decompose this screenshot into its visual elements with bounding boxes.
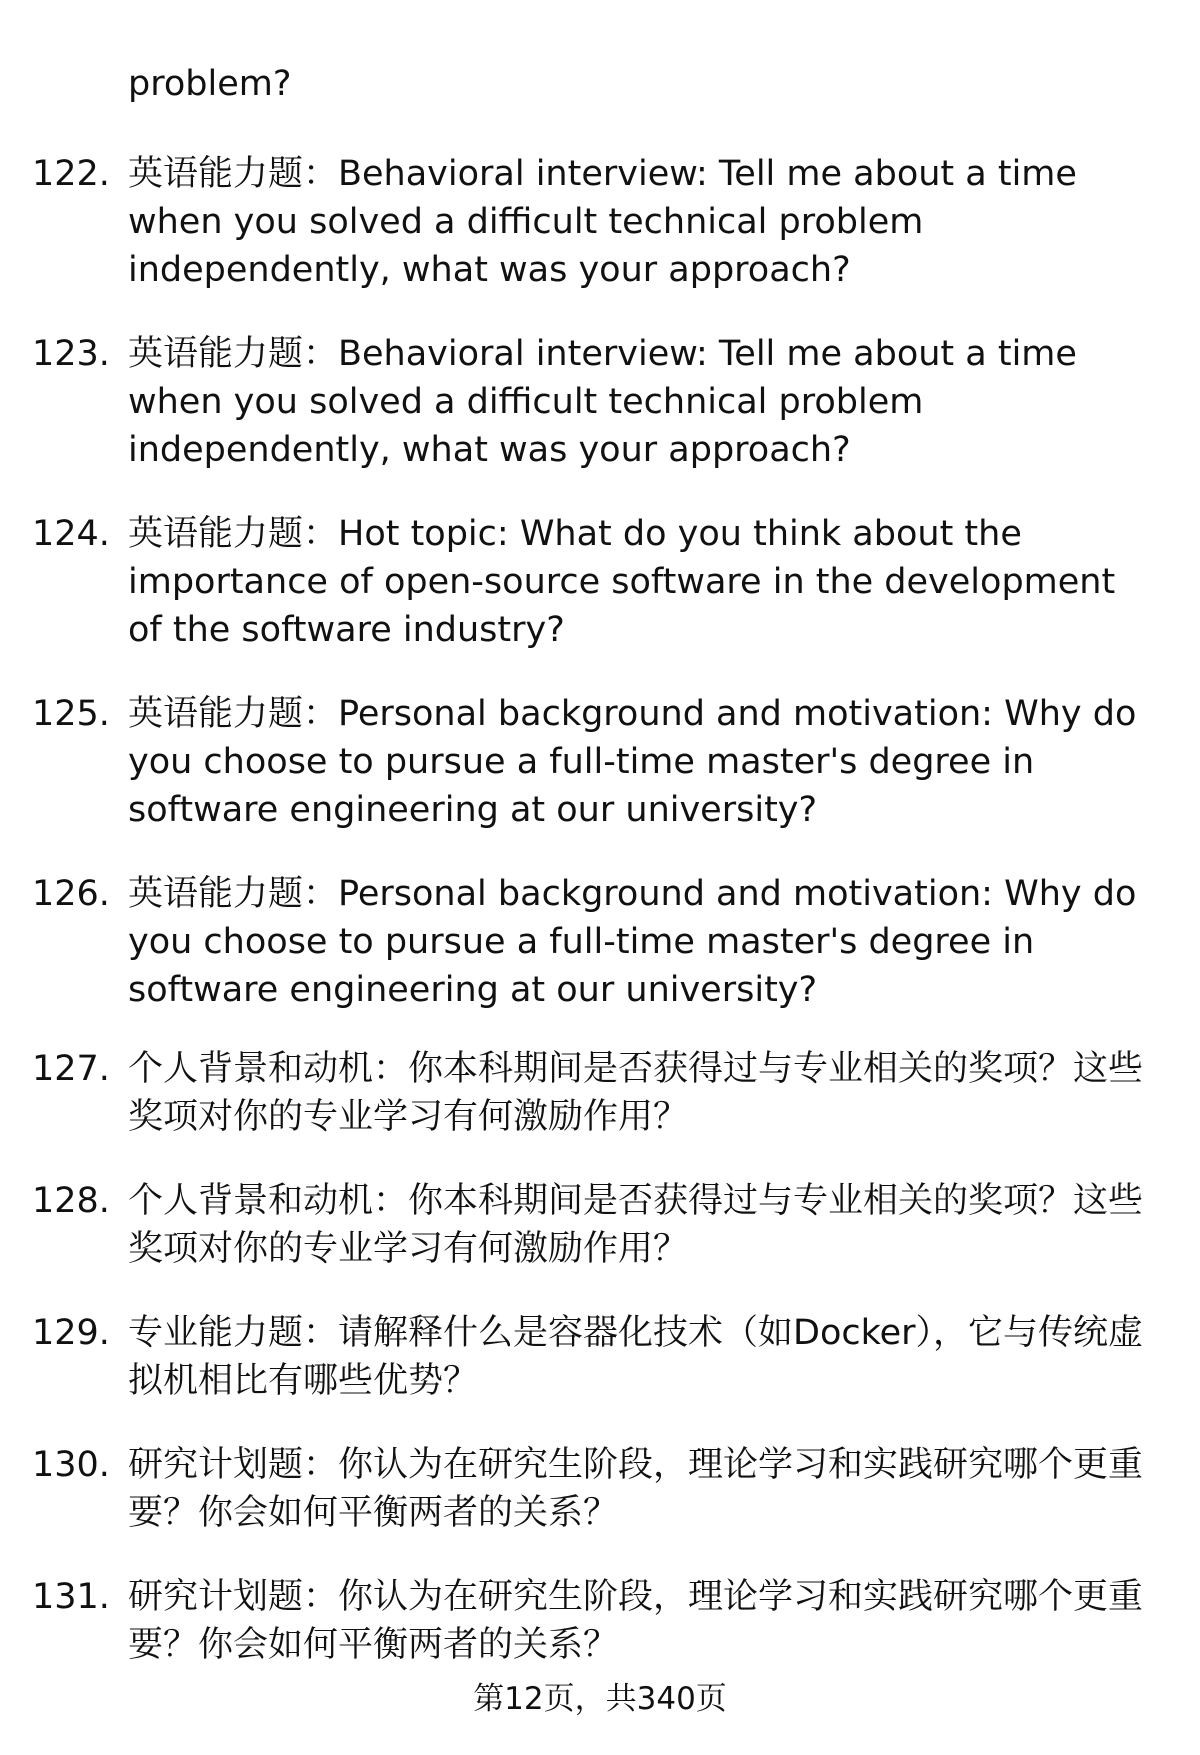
question-text: 研究计划题：你认为在研究生阶段，理论学习和实践研究哪个更重要？你会如何平衡两者的关系？ <box>128 1577 1144 1665</box>
continuation-text: problem? <box>128 64 292 104</box>
question-text: 专业能力题：请解释什么是容器化技术（如Docker），它与传统虚拟机相比有哪些优势？ <box>128 1313 1144 1401</box>
question-number: 125. <box>32 694 110 734</box>
question-number: 127. <box>32 1049 110 1089</box>
question-text: 英语能力题：Hot topic: What do you think about the importance of open-source software in the development of the software industry? <box>128 514 1116 650</box>
question-number: 130. <box>32 1445 110 1485</box>
question-number: 128. <box>32 1181 110 1221</box>
question-number: 124. <box>32 514 110 554</box>
question-number: 129. <box>32 1313 110 1353</box>
question-number: 122. <box>32 154 110 194</box>
question-number: 126. <box>32 874 110 914</box>
page-number: 第12页，共340页 <box>473 1681 727 1717</box>
question-number: 123. <box>32 334 110 374</box>
question-text: 研究计划题：你认为在研究生阶段，理论学习和实践研究哪个更重要？你会如何平衡两者的关系？ <box>128 1445 1144 1533</box>
question-text: 英语能力题：Behavioral interview: Tell me about a time when you solved a difficult technical problem independently, what was your approach? <box>128 154 1077 290</box>
question-number: 131. <box>32 1577 110 1617</box>
question-text: 个人背景和动机：你本科期间是否获得过与专业相关的奖项？这些奖项对你的专业学习有何激励作用？ <box>128 1049 1144 1137</box>
question-text: 英语能力题：Personal background and motivation: Why do you choose to pursue a full-time master's degree in software engineering at our university? <box>128 694 1137 830</box>
question-text: 英语能力题：Personal background and motivation: Why do you choose to pursue a full-time master's degree in software engineering at our university? <box>128 874 1137 1010</box>
question-text: 个人背景和动机：你本科期间是否获得过与专业相关的奖项？这些奖项对你的专业学习有何激励作用？ <box>128 1181 1144 1269</box>
question-text: 英语能力题：Behavioral interview: Tell me about a time when you solved a difficult technical problem independently, what was your approach? <box>128 334 1077 470</box>
